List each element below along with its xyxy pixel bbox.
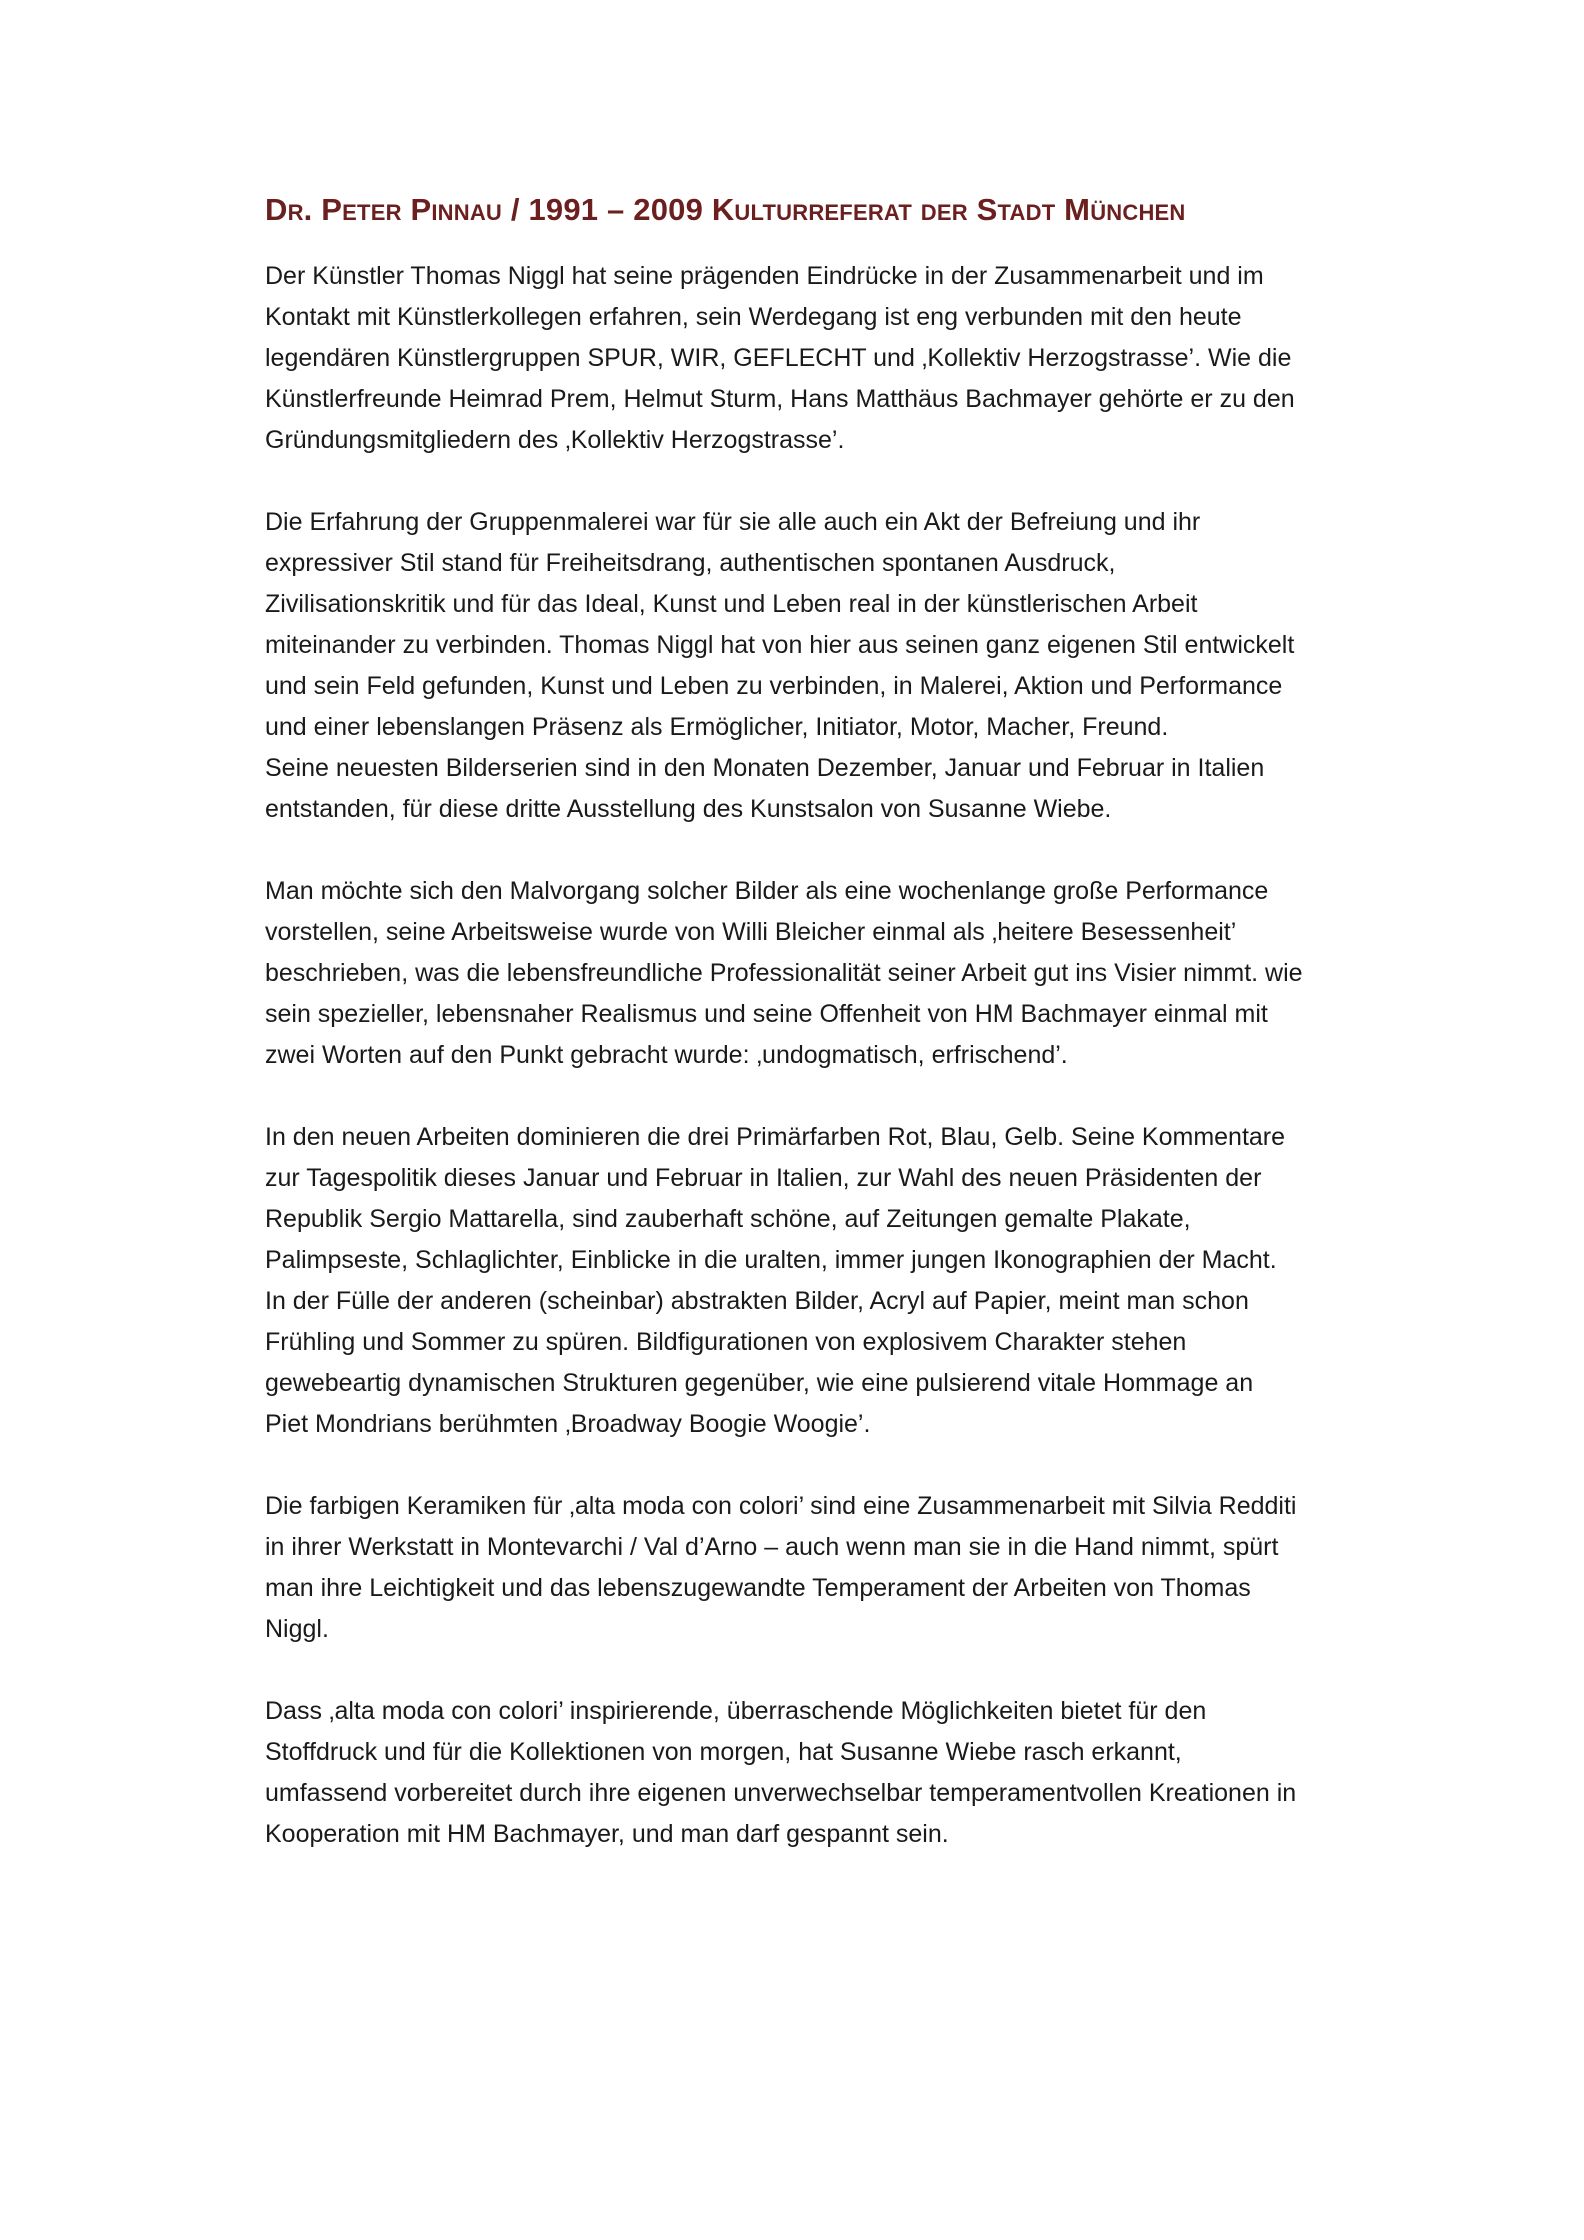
- text-line: Die Erfahrung der Gruppenmalerei war für sie alle auch ein Akt der Befreiung und ihr: [265, 508, 1201, 536]
- paragraph: [265, 1117, 1405, 1445]
- text-line: und sein Feld gefunden, Kunst und Leben zu verbinden, in Malerei, Aktion und Performance: [265, 672, 1283, 700]
- document-body: [265, 190, 1405, 1896]
- text-line: entstanden, für diese dritte Ausstellung des Kunstsalon von Susanne Wiebe.: [265, 795, 1112, 823]
- text-line: umfassend vorbereitet durch ihre eigenen unverwechselbar temperamentvollen Kreationen in: [265, 1779, 1297, 1807]
- text-line: Kontakt mit Künstlerkollegen erfahren, sein Werdegang ist eng verbunden mit den heute: [265, 303, 1242, 331]
- paragraph: [265, 256, 1405, 461]
- text-line: In den neuen Arbeiten dominieren die drei Primärfarben Rot, Blau, Gelb. Seine Kommentare: [265, 1123, 1286, 1151]
- text-line: miteinander zu verbinden. Thomas Niggl hat von hier aus seinen ganz eigenen Stil entwickelt: [265, 631, 1295, 659]
- text-line: expressiver Stil stand für Freiheitsdrang, authentischen spontanen Ausdruck,: [265, 549, 1116, 577]
- paragraph: [265, 1691, 1405, 1855]
- text-line: Künstlerfreunde Heimrad Prem, Helmut Sturm, Hans Matthäus Bachmayer gehörte er zu den: [265, 385, 1295, 413]
- text-line: Zivilisationskritik und für das Ideal, Kunst und Leben real in der künstlerischen Arbeit: [265, 590, 1198, 618]
- paragraph: [265, 1486, 1405, 1650]
- text-line: zwei Worten auf den Punkt gebracht wurde: ‚undogmatisch, erfrischend’.: [265, 1041, 1068, 1069]
- text-line: man ihre Leichtigkeit und das lebenszugewandte Temperament der Arbeiten von Thomas: [265, 1574, 1251, 1602]
- text-line: und einer lebenslangen Präsenz als Ermöglicher, Initiator, Motor, Macher, Freund.: [265, 713, 1169, 741]
- text-line: Palimpseste, Schlaglichter, Einblicke in die uralten, immer jungen Ikonographien der Macht.: [265, 1246, 1277, 1274]
- text-line: Gründungsmitgliedern des ‚Kollektiv Herzogstrasse’.: [265, 426, 845, 454]
- text-line: Dass ‚alta moda con colori’ inspirierende, überraschende Möglichkeiten bietet für den: [265, 1697, 1207, 1725]
- paragraph: [265, 871, 1405, 1076]
- text-line: beschrieben, was die lebensfreundliche Professionalität seiner Arbeit gut ins Visier nimmt. wie: [265, 959, 1303, 987]
- text-line: sein spezieller, lebensnaher Realismus und seine Offenheit von HM Bachmayer einmal mit: [265, 1000, 1268, 1028]
- paragraph-list: [265, 256, 1405, 1855]
- text-line: Niggl.: [265, 1615, 329, 1643]
- text-line: Stoffdruck und für die Kollektionen von morgen, hat Susanne Wiebe rasch erkannt,: [265, 1738, 1182, 1766]
- text-line: Der Künstler Thomas Niggl hat seine prägenden Eindrücke in der Zusammenarbeit und im: [265, 262, 1264, 290]
- text-line: In der Fülle der anderen (scheinbar) abstrakten Bilder, Acryl auf Papier, meint man schon: [265, 1287, 1249, 1315]
- text-line: in ihrer Werkstatt in Montevarchi / Val d’Arno – auch wenn man sie in die Hand nimmt, spürt: [265, 1533, 1279, 1561]
- text-line: zur Tagespolitik dieses Januar und Februar in Italien, zur Wahl des neuen Präsidenten der: [265, 1164, 1262, 1192]
- text-line: gewebeartig dynamischen Strukturen gegenüber, wie eine pulsierend vitale Hommage an: [265, 1369, 1254, 1397]
- text-line: Seine neuesten Bilderserien sind in den Monaten Dezember, Januar und Februar in Italien: [265, 754, 1265, 782]
- text-line: Man möchte sich den Malvorgang solcher Bilder als eine wochenlange große Performance: [265, 877, 1269, 905]
- text-line: Kooperation mit HM Bachmayer, und man darf gespannt sein.: [265, 1820, 949, 1848]
- text-line: legendären Künstlergruppen SPUR, WIR, GEFLECHT und ‚Kollektiv Herzogstrasse’. Wie die: [265, 344, 1292, 372]
- text-line: Piet Mondrians berühmten ‚Broadway Boogie Woogie’.: [265, 1410, 871, 1438]
- text-line: Frühling und Sommer zu spüren. Bildfigurationen von explosivem Charakter stehen: [265, 1328, 1187, 1356]
- paragraph: [265, 502, 1405, 830]
- document-title: Dr. Peter Pinnau / 1991 – 2009 Kulturreferat der Stadt München: [265, 192, 1186, 227]
- text-line: Republik Sergio Mattarella, sind zauberhaft schöne, auf Zeitungen gemalte Plakate,: [265, 1205, 1191, 1233]
- text-line: Die farbigen Keramiken für ‚alta moda con colori’ sind eine Zusammenarbeit mit Silvia Redditi: [265, 1492, 1297, 1520]
- text-line: vorstellen, seine Arbeitsweise wurde von Willi Bleicher einmal als ‚heitere Besessenheit’: [265, 918, 1237, 946]
